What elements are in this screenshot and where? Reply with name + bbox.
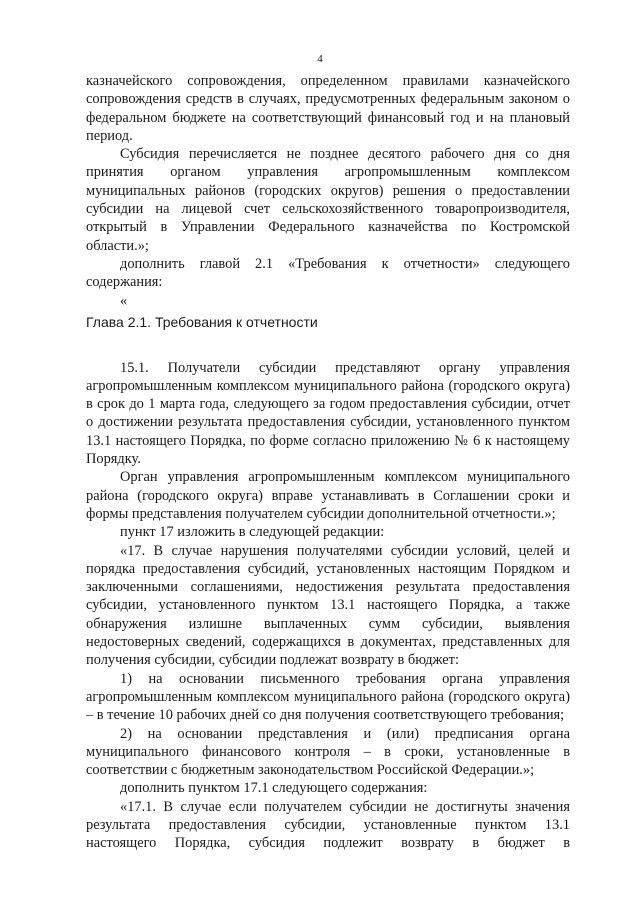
paragraph: 1) на основании письменного требования органа управления агропромышленным комплексом муниципального района (городского округа) – в течение 10 рабочих дней со дня получения соответствующего требования; bbox=[86, 670, 570, 724]
opening-quote: « bbox=[120, 292, 128, 309]
paragraph: казначейского сопровождения, определенном правилами казначейского сопровождения средств в случаях, предусмотренных федеральным законом о федеральном бюджете на соответствующий финансовый год и на плановый период. bbox=[86, 73, 570, 144]
paragraph: «17.1. В случае если получателем субсидии не достигнуты значения результата предоставления субсидии, установленные пунктом 13.1 настоящего Порядка, субсидия подлежит возврату в бюджет в bbox=[86, 798, 570, 852]
paragraph: пункт 17 изложить в следующей редакции: bbox=[120, 524, 385, 541]
paragraph: 15.1. Получатели субсидии представляют органу управления агропромышленным комплексом муниципального района (городского округа) в срок до 1 марта года, следующего за годом предоставления субсидии, отчет о достижении результата предоставления субсидии, установленного пунктом 13.1 настоящего Порядка, по форме согласно приложению № 6 к настоящему Порядку. bbox=[86, 359, 570, 468]
chapter-heading: Глава 2.1. Требования к отчетности bbox=[86, 313, 318, 330]
paragraph: Орган управления агропромышленным комплексом муниципального района (городского округа) вправе устанавливать в Соглашении сроки и формы представления получателем субсидии дополнительной отчетности.»; bbox=[86, 469, 570, 522]
document-body bbox=[86, 72, 570, 853]
paragraph: дополнить пунктом 17.1 следующего содержания: bbox=[120, 780, 428, 797]
page-number: 4 bbox=[317, 53, 323, 65]
paragraph: дополнить главой 2.1 «Требования к отчетности» следующего содержания: bbox=[86, 255, 570, 291]
paragraph: «17. В случае нарушения получателями субсидии условий, целей и порядка предоставления субсидий, установленных настоящим Порядком и заключенными соглашениями, недостижения результата предоставления субсидии, установленного пунктом 13.1 настоящего Порядка, а также обнаружения излишне выплаченных сумм субсидии, выявления недостоверных сведений, содержащихся в документах, представленных для получения субсидии, субсидии подлежат возврату в бюджет: bbox=[86, 542, 570, 669]
paragraph: Субсидия перечисляется не позднее десятого рабочего дня со дня принятия органом управления агропромышленным комплексом муниципальных районов (городских округов) решения о предоставлении субсидии на лицевой счет сельскохозяйственного товаропроизводителя, открытый в Управлении Федерального казначейства по Костромской области.»; bbox=[86, 146, 570, 254]
paragraph: 2) на основании представления и (или) предписания органа муниципального финансового контроля – в сроки, установленные в соответствии с бюджетным законодательством Российской Федерации.»; bbox=[86, 725, 570, 779]
